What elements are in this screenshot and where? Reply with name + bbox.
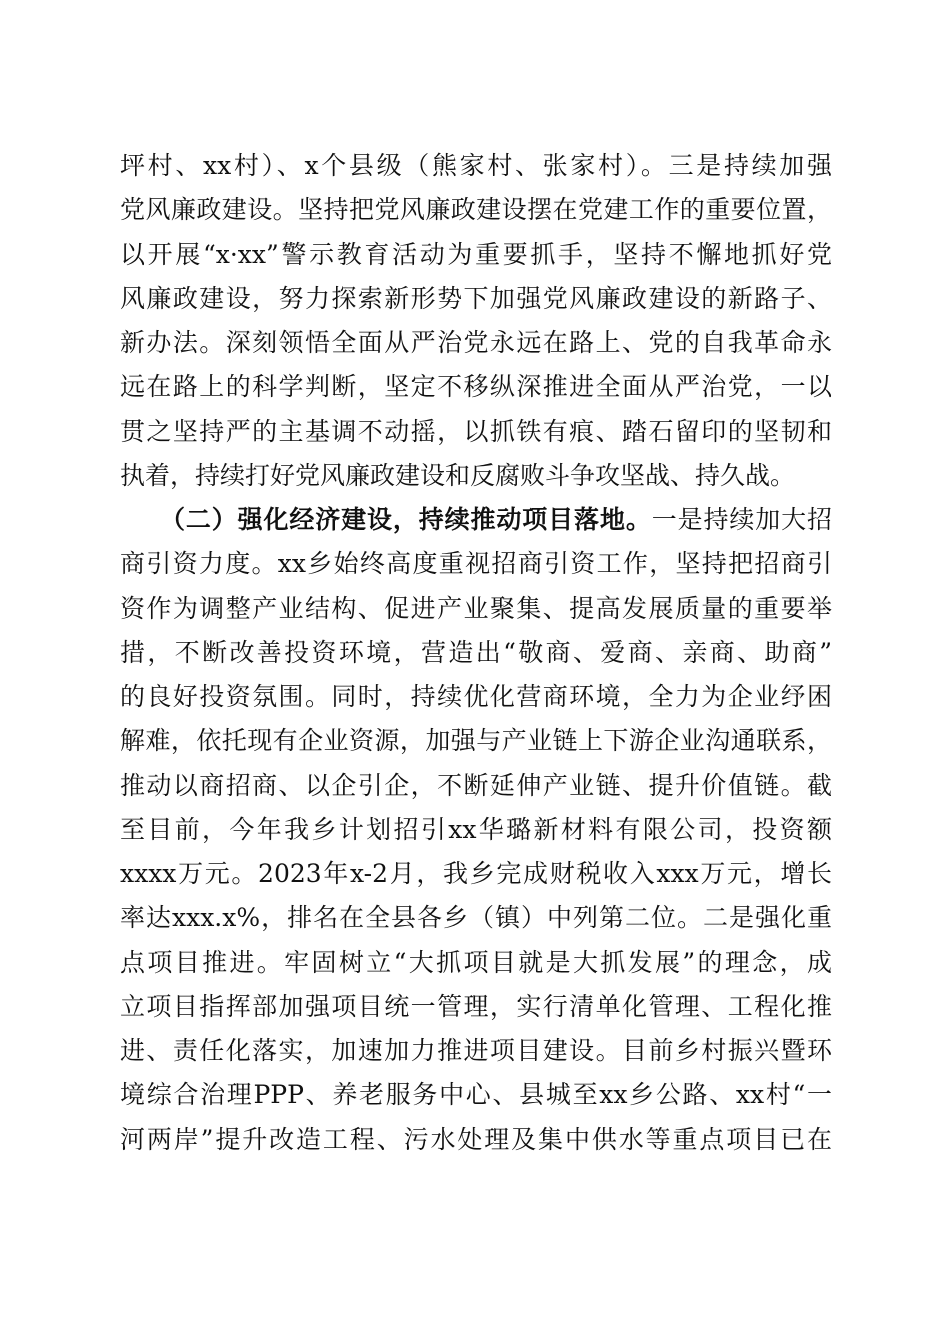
body-line: 推动以商招商、以企引企，不断延伸产业链、提升价值链。截 [120, 770, 832, 800]
body-line: 资作为调整产业结构、促进产业聚集、提高发展质量的重要举 [120, 593, 832, 623]
body-line: 风廉政建设，努力探索新形势下加强党风廉政建设的新路子、 [120, 283, 832, 313]
section-heading: （二）强化经济建设，持续推动项目落地。 [160, 505, 652, 534]
body-line: 新办法。深刻领悟全面从严治党永远在路上、党的自我革命永 [120, 328, 832, 357]
document-body [120, 144, 832, 1162]
body-line: 远在路上的科学判断，坚定不移纵深推进全面从严治党，一以 [120, 372, 832, 402]
body-line: 境综合治理PPP、养老服务中心、县城至xx乡公路、xx村“一 [120, 1080, 832, 1110]
body-line: 措，不断改善投资环境，营造出“敬商、爱商、亲商、助商” [120, 637, 832, 667]
body-line: 坪村、xx村）、x个县级（熊家村、张家村）。三是持续加强 [120, 151, 832, 180]
body-line: 贯之坚持严的主基调不动摇，以抓铁有痕、踏石留印的坚韧和 [120, 416, 832, 446]
body-line: 解难，依托现有企业资源，加强与产业链上下游企业沟通联系， [120, 726, 832, 756]
body-line: 率达xxx.x%，排名在全县各乡（镇）中列第二位。二是强化重 [120, 903, 832, 933]
body-line: 立项目指挥部加强项目统一管理，实行清单化管理、工程化推 [120, 991, 832, 1021]
body-line: 河两岸”提升改造工程、污水处理及集中供水等重点项目已在 [120, 1124, 832, 1154]
body-line: xxxx万元。2023年x-2月，我乡完成财税收入xxx万元，增长 [120, 859, 832, 888]
body-line: 的良好投资氛围。同时，持续优化营商环境，全力为企业纾困 [120, 682, 832, 711]
body-line: 至目前，今年我乡计划招引xx华璐新材料有限公司，投资额 [120, 814, 832, 844]
body-line: 以开展“x·xx”警示教育活动为重要抓手，坚持不懈地抓好党 [120, 239, 832, 269]
body-line: 商引资力度。xx乡始终高度重视招商引资工作，坚持把招商引 [120, 549, 832, 579]
body-line: 进、责任化落实，加速加力推进项目建设。目前乡村振兴暨环 [120, 1036, 832, 1065]
section-first-line [120, 498, 832, 542]
body-line: 党风廉政建设。坚持把党风廉政建设摆在党建工作的重要位置， [120, 195, 832, 225]
body-line: 执着，持续打好党风廉政建设和反腐败斗争攻坚战、持久战。 [120, 460, 796, 490]
body-line: 点项目推进。牢固树立“大抓项目就是大抓发展”的理念，成 [120, 947, 832, 977]
section-first-line-rest: 一是持续加大招 [651, 505, 832, 534]
